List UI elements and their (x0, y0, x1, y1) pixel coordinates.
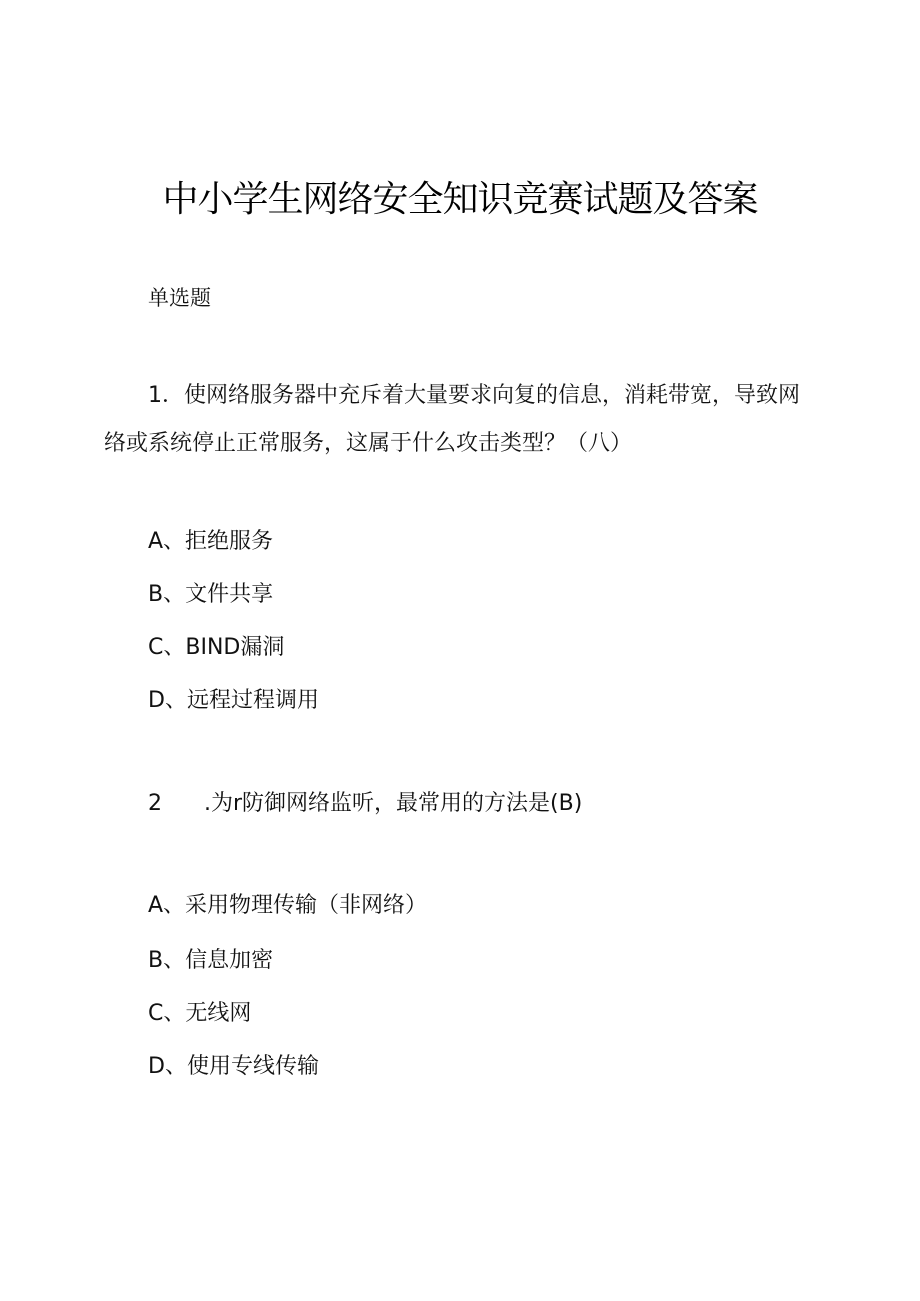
question-2-number: 2 (148, 791, 162, 816)
question-1-option-a: A、拒绝服务 (148, 529, 274, 554)
question-2-option-c: C、无线网 (148, 1001, 252, 1026)
question-1-option-d: D、远程过程调用 (148, 688, 319, 713)
question-1-option-b: B、文件共享 (148, 582, 274, 607)
question-1-option-c: C、BIND漏洞 (148, 635, 285, 660)
question-2-option-d: D、使用专线传输 (148, 1054, 319, 1079)
question-2 (148, 780, 748, 828)
question-2-text: .为r防御网络监听，最常用的方法是(B) (204, 791, 583, 816)
question-1-text: 1．使网络服务器中充斥着大量要求向复的信息，消耗带宽，导致网络或系统停止正常服务，这属于什么攻击类型？（八） (104, 383, 800, 456)
question-2-option-a: A、采用物理传输（非网络） (148, 893, 428, 918)
question-2-option-b: B、信息加密 (148, 948, 274, 973)
document-title: 中小学生网络安全知识竞赛试题及答案 (162, 179, 758, 220)
section-label: 单选题 (148, 286, 211, 310)
